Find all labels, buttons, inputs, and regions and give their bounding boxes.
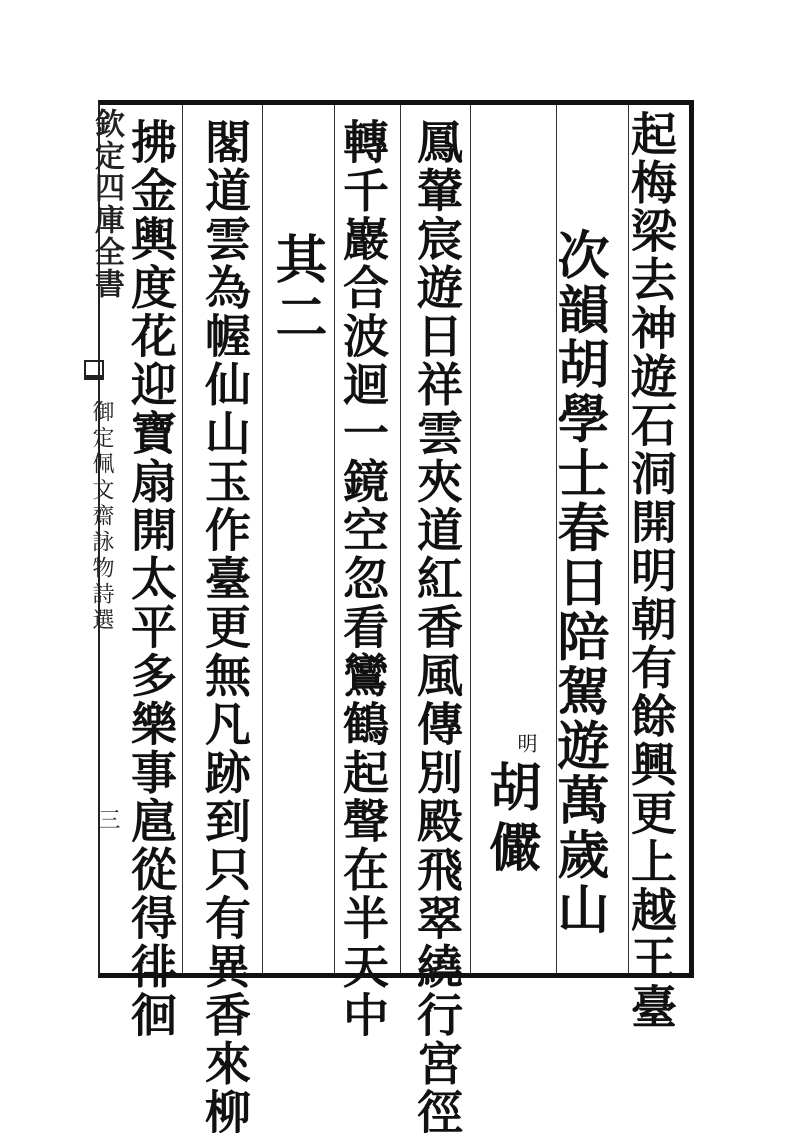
text-column-8: 拂金輿度花迎寶扇開太平多樂事扈從得徘徊 (124, 118, 178, 1040)
text-column-5: 轉千巖合波迴一鏡空忽看鸞鶴起聲在半天中 (336, 118, 390, 1040)
author-name: 胡儼 (480, 760, 541, 880)
author-dynasty: 明 (514, 733, 538, 753)
text-column-1: 起梅梁去神遊石洞開明朝有餘興更上越王臺 (624, 110, 678, 1032)
column-rule (262, 105, 263, 973)
book-title: 欽定四庫全書 (89, 108, 124, 300)
column-rule (400, 105, 401, 973)
poem-title: 次韻胡學士春日陪駕遊萬歲山 (548, 228, 609, 937)
column-rule (470, 105, 471, 973)
book-subtitle: 御定佩文齋詠物詩選 (89, 400, 114, 634)
column-rule (182, 105, 183, 973)
page-number: 三 (95, 808, 120, 830)
column-rule (334, 105, 335, 973)
poem-subtitle: 其二 (266, 232, 327, 348)
text-column-4: 鳳輦宸遊日祥雲夾道紅香風傳別殿飛翠繞行宮徑 (410, 118, 464, 1137)
text-column-7: 閣道雲為幄仙山玉作臺更無凡跡到只有異香來柳 (198, 118, 252, 1137)
